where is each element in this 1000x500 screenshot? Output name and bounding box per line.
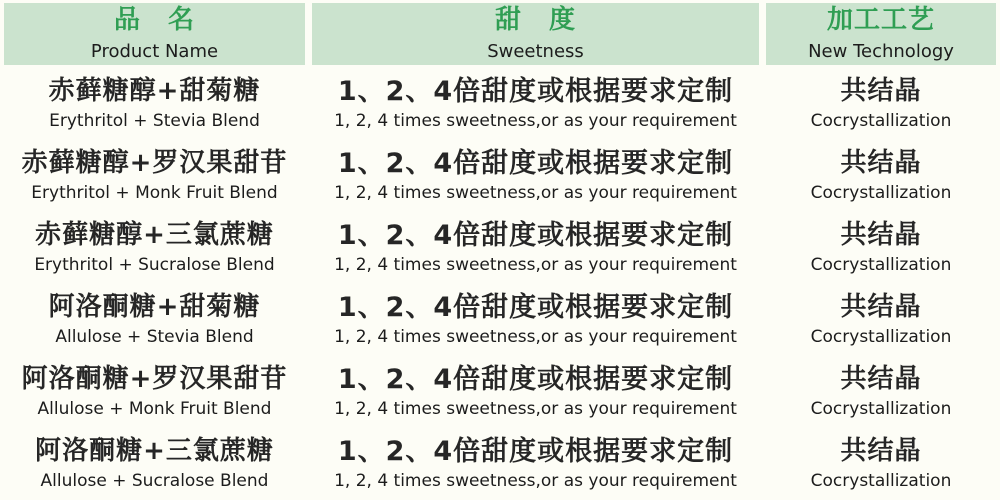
- header-cell-technology: [766, 3, 996, 65]
- sweetness-cell: [312, 215, 759, 281]
- product-name-en: Allulose + Sucralose Blend: [40, 470, 269, 491]
- sweetness-en: 1, 2, 4 times sweetness,or as your requirement: [334, 399, 737, 420]
- sweetness-cell: [312, 143, 759, 209]
- sweetness-zh: 1、2、4倍甜度或根据要求定制: [337, 292, 734, 324]
- technology-cell: [766, 215, 996, 281]
- technology-zh: 共结晶: [840, 75, 922, 106]
- sweetness-zh: 1、2、4倍甜度或根据要求定制: [337, 436, 734, 468]
- sweetness-zh: 1、2、4倍甜度或根据要求定制: [337, 220, 734, 252]
- sweetness-cell: [312, 71, 759, 137]
- product-name-cell: [4, 143, 305, 209]
- product-name-en: Allulose + Monk Fruit Blend: [37, 398, 272, 419]
- header-product-name-en: Product Name: [90, 40, 219, 62]
- sweetness-cell: [312, 359, 759, 425]
- sweetness-en: 1, 2, 4 times sweetness,or as your requirement: [334, 183, 737, 204]
- product-name-zh: 阿洛酮糖+甜菊糖: [48, 291, 261, 322]
- technology-en: Cocrystallization: [810, 254, 952, 275]
- technology-en: Cocrystallization: [810, 398, 952, 419]
- technology-zh: 共结晶: [840, 147, 922, 178]
- technology-cell: [766, 287, 996, 353]
- technology-zh: 共结晶: [840, 219, 922, 250]
- header-product-name-zh: 品 名: [113, 4, 195, 35]
- sweetness-zh: 1、2、4倍甜度或根据要求定制: [337, 148, 734, 180]
- product-name-en: Erythritol + Monk Fruit Blend: [31, 182, 278, 203]
- product-name-cell: [4, 431, 305, 497]
- header-cell-sweetness: [312, 3, 759, 65]
- product-name-zh: 赤藓糖醇+罗汉果甜苷: [21, 147, 288, 178]
- product-name-zh: 阿洛酮糖+罗汉果甜苷: [21, 363, 288, 394]
- product-name-cell: [4, 287, 305, 353]
- product-name-en: Allulose + Stevia Blend: [55, 326, 254, 347]
- technology-en: Cocrystallization: [810, 110, 952, 131]
- product-name-zh: 阿洛酮糖+三氯蔗糖: [35, 435, 274, 466]
- technology-zh: 共结晶: [840, 363, 922, 394]
- sweetness-en: 1, 2, 4 times sweetness,or as your requirement: [334, 255, 737, 276]
- sweetness-zh: 1、2、4倍甜度或根据要求定制: [337, 76, 734, 108]
- header-sweetness-en: Sweetness: [487, 40, 584, 62]
- header-technology-zh: 加工工艺: [826, 4, 935, 35]
- product-name-cell: [4, 359, 305, 425]
- sweetness-en: 1, 2, 4 times sweetness,or as your requirement: [334, 111, 737, 132]
- technology-zh: 共结晶: [840, 291, 922, 322]
- sweetness-cell: [312, 287, 759, 353]
- technology-cell: [766, 359, 996, 425]
- header-sweetness-zh: 甜 度: [494, 4, 576, 35]
- technology-cell: [766, 431, 996, 497]
- product-name-en: Erythritol + Sucralose Blend: [34, 254, 275, 275]
- technology-en: Cocrystallization: [810, 182, 952, 203]
- product-name-zh: 赤藓糖醇+甜菊糖: [48, 75, 261, 106]
- product-name-cell: [4, 215, 305, 281]
- sweetness-zh: 1、2、4倍甜度或根据要求定制: [337, 364, 734, 396]
- technology-en: Cocrystallization: [810, 470, 952, 491]
- sweetness-cell: [312, 431, 759, 497]
- header-cell-product-name: [4, 3, 305, 65]
- technology-zh: 共结晶: [840, 435, 922, 466]
- product-name-en: Erythritol + Stevia Blend: [49, 110, 260, 131]
- technology-cell: [766, 71, 996, 137]
- sweetness-en: 1, 2, 4 times sweetness,or as your requirement: [334, 327, 737, 348]
- sweetness-en: 1, 2, 4 times sweetness,or as your requirement: [334, 471, 737, 492]
- technology-en: Cocrystallization: [810, 326, 952, 347]
- technology-cell: [766, 143, 996, 209]
- product-name-zh: 赤藓糖醇+三氯蔗糖: [35, 219, 274, 250]
- header-technology-en: New Technology: [808, 40, 954, 62]
- product-name-cell: [4, 71, 305, 137]
